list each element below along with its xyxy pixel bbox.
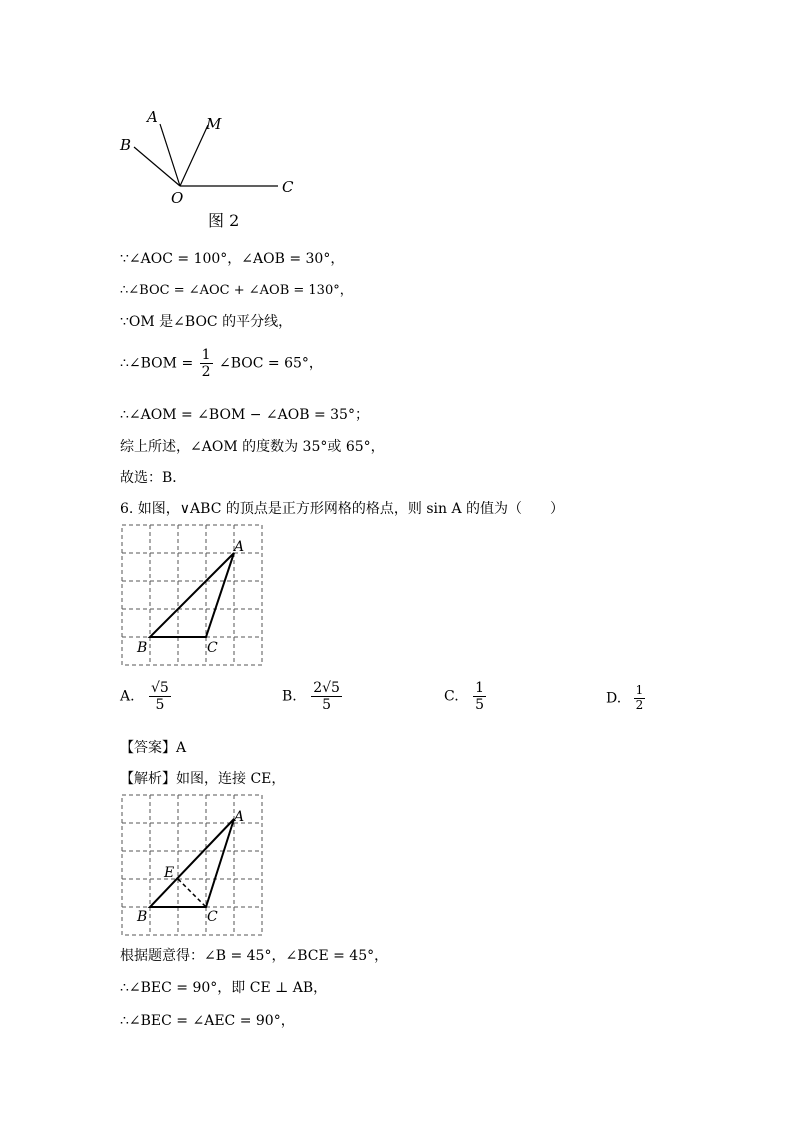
- ray-oa: [160, 124, 180, 186]
- grid-figure-1: [118, 520, 268, 670]
- line-1: ∵∠AOC = 100°，∠AOB = 30°，: [120, 251, 345, 267]
- line-2: ∴∠BOC = ∠AOC + ∠AOB = 130°，: [120, 283, 353, 298]
- option-c-letter: C.: [444, 688, 459, 705]
- option-c-den: 5: [475, 697, 485, 714]
- grid2-label-c: C: [207, 909, 218, 925]
- option-b-letter: B.: [282, 688, 297, 705]
- label-c: C: [282, 178, 294, 196]
- segment-ce: [178, 879, 206, 907]
- line-4: [120, 347, 323, 380]
- option-a-letter: A.: [120, 688, 135, 705]
- triangle-abc: [150, 553, 234, 637]
- option-a-num: √5: [151, 680, 169, 696]
- option-b-fraction: [311, 680, 342, 713]
- grid2-label-b: B: [137, 909, 148, 925]
- option-d[interactable]: [606, 684, 647, 713]
- line-6: 综上所述，∠AOM 的度数为 35°或 65°，: [120, 439, 385, 455]
- analysis-line: 【解析】如图，连接 CE，: [120, 771, 286, 787]
- answer-line: 【答案】A: [120, 740, 187, 756]
- label-b: B: [120, 136, 132, 154]
- fraction-half: [200, 347, 213, 380]
- angle-figure: [110, 100, 310, 240]
- option-c[interactable]: [444, 680, 488, 713]
- grid-figure-2: [118, 790, 268, 940]
- option-b[interactable]: [282, 680, 344, 713]
- option-d-letter: D.: [606, 690, 622, 707]
- option-d-num: 1: [635, 683, 644, 697]
- line-4-pre: ∴∠BOM =: [120, 355, 194, 372]
- fraction-den: 2: [201, 364, 211, 381]
- ray-om: [180, 125, 208, 186]
- line-5: ∴∠AOM = ∠BOM − ∠AOB = 35°；: [120, 407, 369, 423]
- option-a[interactable]: [120, 680, 173, 713]
- line-3: ∵OM 是∠BOC 的平分线，: [120, 314, 293, 330]
- option-a-fraction: [149, 680, 171, 713]
- option-a-den: 5: [155, 697, 165, 714]
- option-d-den: 2: [635, 697, 644, 712]
- figure-caption: 图 2: [208, 211, 240, 230]
- question-6: 6. 如图，∨ABC 的顶点是正方形网格的格点，则 sin A 的值为（ ）: [120, 501, 565, 517]
- option-b-num: 2√5: [313, 680, 340, 696]
- triangle-abc-2: [150, 819, 234, 907]
- line-7: 故选：B．: [120, 470, 187, 486]
- solution-line-1: 根据题意得：∠B = 45°，∠BCE = 45°，: [120, 948, 389, 964]
- line-4-post: ∠BOC = 65°，: [219, 355, 323, 372]
- grid1-label-a: A: [234, 539, 245, 555]
- solution-line-2: ∴∠BEC = 90°，即 CE ⊥ AB，: [120, 980, 328, 996]
- option-c-num: 1: [475, 680, 485, 696]
- option-c-fraction: [473, 680, 486, 713]
- grid1-label-c: C: [207, 640, 218, 656]
- option-b-den: 5: [322, 697, 332, 714]
- grid2-label-e: E: [164, 865, 175, 881]
- label-m: M: [206, 115, 222, 133]
- label-o: O: [171, 189, 184, 207]
- solution-line-3: ∴∠BEC = ∠AEC = 90°，: [120, 1013, 295, 1029]
- fraction-num: 1: [201, 347, 211, 363]
- grid2-label-a: A: [234, 809, 245, 825]
- option-d-fraction: [634, 684, 646, 713]
- grid1-label-b: B: [137, 640, 148, 656]
- label-a: A: [147, 108, 158, 126]
